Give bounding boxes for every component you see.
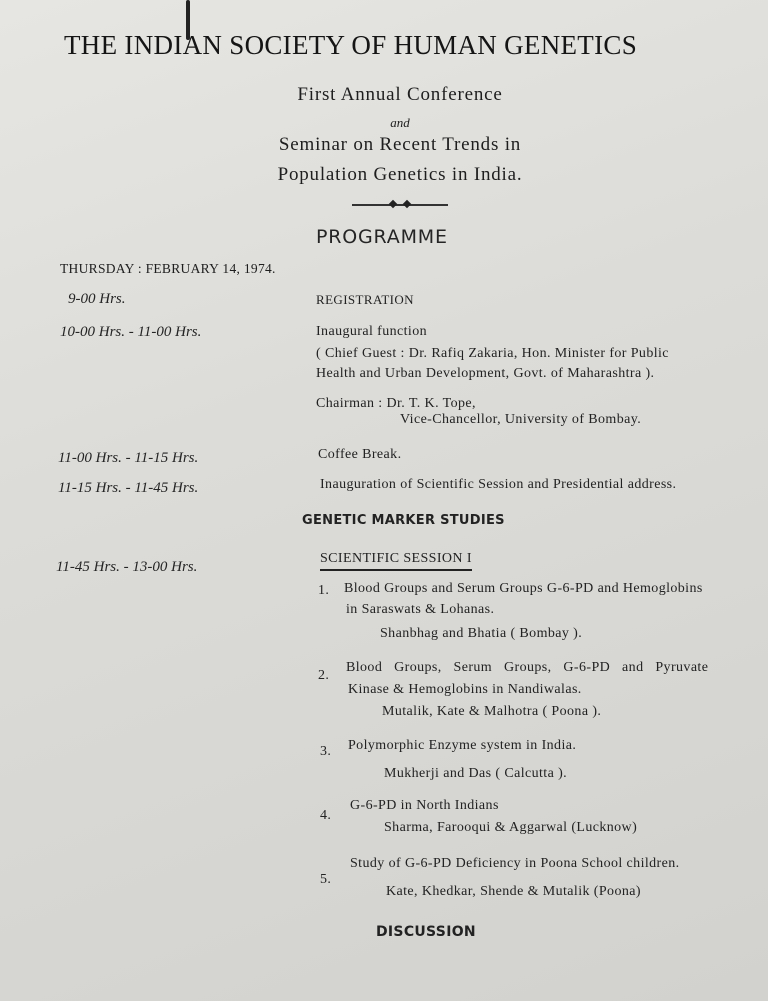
discussion-heading: DISCUSSION	[376, 924, 476, 940]
chief-guest-line1: ( Chief Guest : Dr. Rafiq Zakaria, Hon. Minister for Public	[316, 346, 669, 361]
paper-title-cont: Kinase & Hemoglobins in Nandiwalas.	[348, 682, 582, 697]
paper-number: 5.	[320, 872, 332, 887]
paper-number: 4.	[320, 808, 332, 823]
session-time: 11-45 Hrs. - 13-00 Hrs.	[56, 559, 198, 575]
chairman-line2: Vice-Chancellor, University of Bombay.	[400, 412, 642, 427]
ornament-dot	[389, 200, 397, 208]
event-registration: REGISTRATION	[316, 292, 414, 307]
event-inauguration-session: Inauguration of Scientific Session and Presidential address.	[320, 477, 677, 492]
programme-heading: PROGRAMME	[316, 226, 448, 248]
chairman-line1: Chairman : Dr. T. K. Tope,	[316, 396, 476, 411]
ornament-dot	[403, 200, 411, 208]
seminar-title-line2: Population Genetics in India.	[277, 164, 523, 185]
conference-title: First Annual Conference	[297, 84, 503, 105]
society-title: THE INDIAN SOCIETY OF HUMAN GENETICS	[64, 30, 638, 60]
paper-title: Blood Groups and Serum Groups G-6-PD and Hemoglobins	[344, 581, 703, 596]
day-heading: THURSDAY : FEBRUARY 14, 1974.	[60, 261, 276, 276]
paper-title: Polymorphic Enzyme system in India.	[348, 738, 577, 753]
paper-authors: Sharma, Farooqui & Aggarwal (Lucknow)	[384, 820, 638, 835]
paper-number: 1.	[318, 583, 330, 598]
event-coffee-break: Coffee Break.	[318, 447, 402, 462]
paper-title-cont: in Saraswats & Lohanas.	[346, 602, 495, 617]
paper-number: 3.	[320, 744, 332, 759]
paper-authors: Mutalik, Kate & Malhotra ( Poona ).	[382, 704, 602, 719]
paper-title: Study of G-6-PD Deficiency in Poona School children.	[350, 856, 680, 871]
theme-heading: GENETIC MARKER STUDIES	[302, 513, 505, 528]
paper-number: 2.	[318, 668, 330, 683]
time-slot: 11-15 Hrs. - 11-45 Hrs.	[58, 480, 199, 496]
paper-authors: Shanbhag and Bhatia ( Bombay ).	[380, 626, 583, 641]
chief-guest-line2: Health and Urban Development, Govt. of Maharashtra ).	[316, 366, 655, 381]
conjunction-text: and	[390, 115, 410, 130]
paper-authors: Kate, Khedkar, Shende & Mutalik (Poona)	[386, 884, 641, 899]
event-inaugural: Inaugural function	[316, 324, 427, 339]
paper-authors: Mukherji and Das ( Calcutta ).	[384, 766, 568, 781]
time-slot: 9-00 Hrs.	[68, 291, 126, 307]
paper-title: Blood Groups, Serum Groups, G-6-PD and Pyruvate	[346, 660, 709, 675]
time-slot: 10-00 Hrs. - 11-00 Hrs.	[60, 324, 202, 340]
seminar-title-line1: Seminar on Recent Trends in	[278, 134, 522, 155]
ornament-divider	[352, 204, 448, 206]
paper-title: G-6-PD in North Indians	[350, 798, 499, 813]
time-slot: 11-00 Hrs. - 11-15 Hrs.	[58, 450, 199, 466]
session-title: SCIENTIFIC SESSION I	[320, 551, 472, 571]
